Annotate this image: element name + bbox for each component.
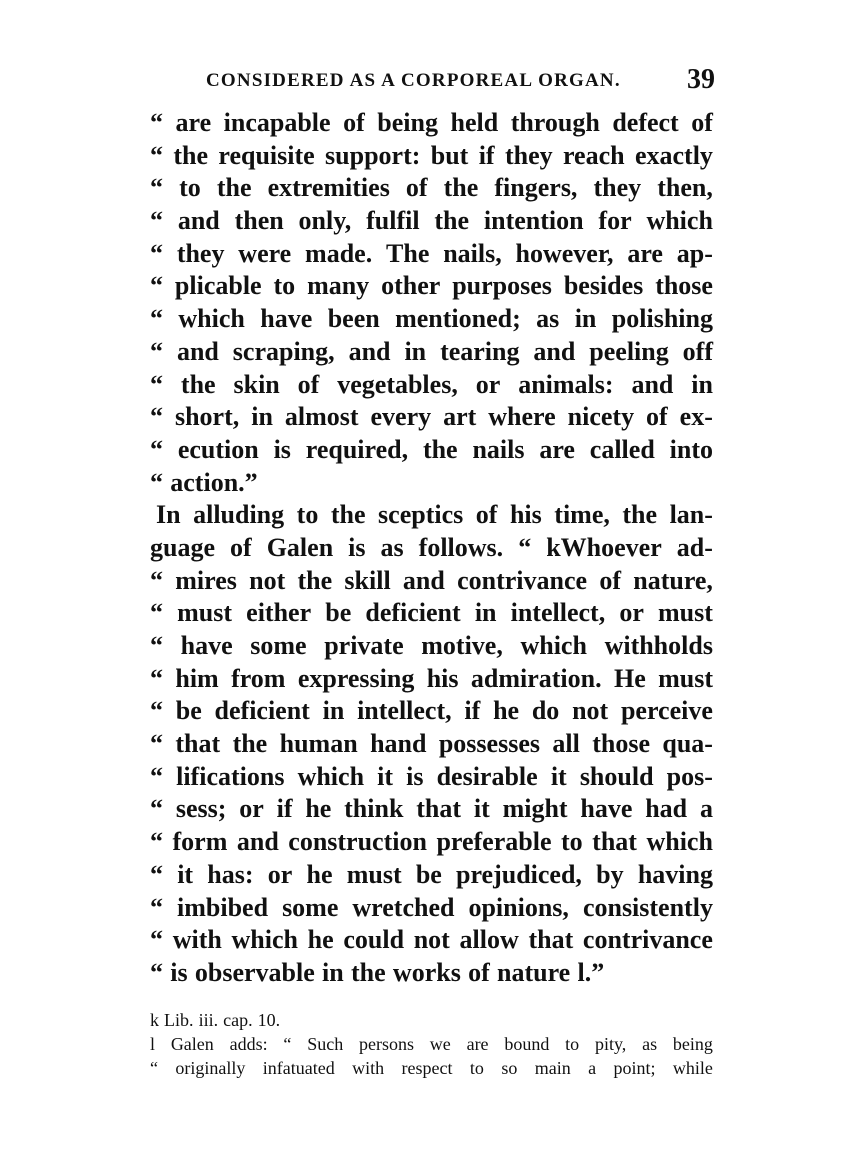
word: guage bbox=[150, 532, 215, 562]
text-line bbox=[150, 892, 713, 925]
word: in bbox=[251, 402, 273, 432]
word: plicable bbox=[174, 271, 262, 301]
word: “ bbox=[150, 206, 163, 236]
word: him bbox=[175, 663, 219, 693]
word: deficient bbox=[214, 696, 310, 726]
word: ad- bbox=[676, 532, 713, 562]
word: nature, bbox=[633, 565, 713, 595]
word: to bbox=[565, 1034, 580, 1054]
word: he bbox=[306, 859, 333, 889]
word: which bbox=[520, 631, 587, 660]
word: has: bbox=[207, 859, 254, 889]
word: reach bbox=[562, 140, 625, 170]
word: that bbox=[592, 827, 637, 857]
text-line bbox=[150, 859, 713, 892]
word: mires bbox=[175, 565, 237, 595]
word: which bbox=[646, 827, 713, 857]
word: “ bbox=[283, 1034, 292, 1054]
word: “ bbox=[150, 1058, 158, 1078]
word: could bbox=[343, 925, 405, 955]
word: “ bbox=[518, 532, 532, 562]
text-line bbox=[150, 793, 713, 826]
word: of bbox=[468, 957, 490, 987]
word: originally bbox=[175, 1058, 246, 1078]
word: must bbox=[346, 859, 402, 889]
page-number: 39 bbox=[687, 64, 715, 95]
footnote-l bbox=[150, 1032, 713, 1056]
word: as bbox=[380, 532, 404, 562]
word: observable bbox=[194, 957, 315, 987]
word: as bbox=[536, 304, 560, 334]
word: are bbox=[539, 434, 575, 464]
word: having bbox=[637, 859, 713, 889]
word: from bbox=[231, 663, 286, 693]
word: many bbox=[307, 271, 370, 301]
word: the bbox=[622, 500, 658, 530]
word: for bbox=[598, 206, 632, 236]
word: preferable bbox=[436, 827, 552, 857]
word: cap. bbox=[223, 1010, 253, 1030]
word: if bbox=[464, 696, 481, 726]
word: all bbox=[552, 729, 580, 759]
word: “ bbox=[150, 140, 163, 170]
word: alluding bbox=[193, 500, 285, 530]
word: must bbox=[658, 598, 713, 628]
word: private bbox=[324, 631, 404, 660]
word: “ bbox=[150, 271, 163, 301]
word: sceptics bbox=[378, 500, 464, 530]
word: not bbox=[249, 565, 286, 595]
word: support: bbox=[325, 140, 421, 170]
word: to bbox=[469, 1058, 484, 1078]
word: that bbox=[175, 729, 221, 759]
word: 10. bbox=[257, 1010, 281, 1030]
word: being bbox=[672, 1034, 713, 1054]
word: kWhoever bbox=[546, 532, 662, 562]
word: of bbox=[405, 173, 428, 203]
text-line bbox=[150, 369, 713, 402]
word: his bbox=[509, 500, 542, 530]
word: desirable bbox=[436, 761, 538, 791]
word: in bbox=[404, 336, 427, 366]
word: called bbox=[589, 434, 655, 464]
word: the bbox=[232, 729, 268, 759]
word: he bbox=[307, 925, 334, 955]
word: He bbox=[613, 663, 646, 693]
word: he bbox=[305, 794, 332, 824]
word: “ bbox=[150, 434, 163, 464]
word: “ bbox=[150, 598, 163, 628]
word: nature bbox=[497, 957, 571, 987]
word: of bbox=[297, 369, 320, 399]
word: allow bbox=[459, 925, 519, 955]
word: expressing bbox=[297, 663, 415, 693]
word: those bbox=[655, 271, 713, 301]
word: in bbox=[322, 696, 345, 726]
word: and bbox=[176, 336, 219, 366]
word: or bbox=[267, 859, 293, 889]
text-line bbox=[150, 434, 713, 467]
text-line bbox=[150, 630, 713, 663]
word: in bbox=[474, 598, 497, 628]
word: respect bbox=[401, 1058, 453, 1078]
word: other bbox=[381, 271, 441, 301]
word: have bbox=[180, 631, 233, 660]
word: prejudiced, bbox=[456, 859, 582, 889]
running-title: CONSIDERED AS A CORPOREAL ORGAN. bbox=[206, 70, 621, 91]
word: those bbox=[592, 729, 650, 759]
word: of bbox=[230, 532, 252, 562]
text-line bbox=[150, 303, 713, 336]
word: motive, bbox=[421, 631, 503, 660]
word: the bbox=[173, 140, 209, 170]
word: lan- bbox=[669, 500, 713, 530]
word: have bbox=[260, 304, 313, 334]
word: sess; bbox=[175, 794, 227, 824]
word: Lib. bbox=[164, 1010, 194, 1030]
word: besides bbox=[563, 271, 644, 301]
word: with bbox=[352, 1058, 385, 1078]
word: some bbox=[282, 892, 339, 922]
word: to bbox=[179, 173, 201, 203]
word: “ bbox=[150, 467, 163, 497]
word: skill bbox=[344, 565, 391, 595]
word: wretched bbox=[352, 892, 455, 922]
text-line bbox=[150, 532, 713, 565]
word: it bbox=[177, 859, 194, 889]
word: then, bbox=[657, 173, 713, 203]
word: to bbox=[273, 271, 296, 301]
word: a bbox=[699, 794, 713, 824]
word: the bbox=[180, 369, 216, 399]
word: “ bbox=[150, 108, 163, 137]
word: almost bbox=[284, 402, 359, 432]
word: The bbox=[386, 238, 430, 268]
word: and bbox=[631, 369, 674, 399]
word: vegetables, bbox=[337, 369, 458, 399]
word: it bbox=[550, 761, 567, 791]
word: we bbox=[429, 1034, 451, 1054]
word: they bbox=[504, 140, 553, 170]
word: extremities bbox=[267, 173, 390, 203]
word: iii. bbox=[198, 1010, 219, 1030]
word: works bbox=[392, 957, 461, 987]
word: Galen bbox=[170, 1034, 214, 1054]
text-line bbox=[150, 205, 713, 238]
word: contrivance bbox=[582, 925, 713, 955]
footnotes bbox=[150, 1008, 713, 1080]
word: short, bbox=[174, 402, 240, 432]
word: through bbox=[510, 108, 600, 137]
word: are bbox=[466, 1034, 489, 1054]
word: “ bbox=[150, 794, 163, 824]
text-line bbox=[150, 499, 713, 532]
word: perceive bbox=[620, 696, 713, 726]
word: l bbox=[150, 1034, 156, 1054]
word: he bbox=[493, 696, 520, 726]
word: and bbox=[236, 827, 279, 857]
footnote-l-continued bbox=[150, 1056, 713, 1080]
text-line bbox=[150, 140, 713, 173]
word: they bbox=[176, 238, 225, 268]
word: the bbox=[350, 957, 386, 987]
word: of bbox=[646, 402, 668, 432]
word: which bbox=[178, 304, 245, 334]
word: be bbox=[325, 598, 352, 628]
word: polishing bbox=[611, 304, 713, 334]
word: might bbox=[502, 794, 568, 824]
word: ap- bbox=[676, 238, 713, 268]
word: is bbox=[348, 532, 366, 562]
text-line bbox=[150, 663, 713, 696]
word: withholds bbox=[604, 631, 713, 660]
word: and bbox=[348, 336, 391, 366]
word: “ bbox=[150, 663, 163, 693]
word: animals: bbox=[518, 369, 614, 399]
word: incapable bbox=[223, 108, 331, 137]
word: and bbox=[533, 336, 576, 366]
word: however, bbox=[515, 238, 614, 268]
word: form bbox=[172, 827, 228, 857]
word: “ bbox=[150, 761, 163, 791]
word: art bbox=[443, 402, 477, 432]
text-line bbox=[150, 238, 713, 271]
word: the bbox=[422, 434, 458, 464]
word: had bbox=[645, 794, 688, 824]
word: requisite bbox=[218, 140, 315, 170]
word: “ bbox=[150, 827, 163, 857]
text-line bbox=[150, 401, 713, 434]
word: not bbox=[413, 925, 450, 955]
word: time, bbox=[554, 500, 610, 530]
word: do bbox=[531, 696, 560, 726]
word: “ bbox=[150, 304, 163, 334]
word: are bbox=[175, 108, 212, 137]
word: be bbox=[415, 859, 442, 889]
text-line bbox=[150, 270, 713, 303]
word: off bbox=[682, 336, 713, 366]
word: the bbox=[297, 565, 333, 595]
word: “ bbox=[150, 402, 163, 432]
word: with bbox=[172, 925, 222, 955]
word: of bbox=[475, 500, 498, 530]
text-line bbox=[150, 172, 713, 205]
text-line bbox=[150, 957, 713, 990]
word: which bbox=[297, 761, 365, 791]
word: are bbox=[627, 238, 663, 268]
word: think bbox=[344, 794, 404, 824]
word: “ bbox=[150, 369, 163, 399]
word: be bbox=[175, 696, 202, 726]
word: the bbox=[443, 173, 479, 203]
word: fulfil bbox=[366, 206, 420, 236]
word: held bbox=[450, 108, 499, 137]
word: being bbox=[377, 108, 438, 137]
word: is bbox=[273, 434, 291, 464]
word: adds: bbox=[229, 1034, 268, 1054]
word: follows. bbox=[418, 532, 504, 562]
word: admiration. bbox=[470, 663, 602, 693]
word: if bbox=[276, 794, 293, 824]
word: construction bbox=[288, 827, 427, 857]
word: the bbox=[434, 206, 470, 236]
word: persons bbox=[358, 1034, 414, 1054]
word: fingers, bbox=[494, 173, 578, 203]
word: pos- bbox=[666, 761, 713, 791]
word: must bbox=[177, 598, 233, 628]
word: as bbox=[642, 1034, 658, 1054]
word: is bbox=[170, 957, 188, 987]
body-text bbox=[150, 107, 713, 990]
word: and bbox=[177, 206, 220, 236]
word: human bbox=[279, 729, 358, 759]
word: “ bbox=[150, 565, 163, 595]
running-header bbox=[150, 64, 715, 100]
word: purposes bbox=[452, 271, 552, 301]
word: should bbox=[579, 761, 654, 791]
word: and bbox=[402, 565, 445, 595]
word: “ bbox=[150, 957, 163, 987]
word: made. bbox=[305, 238, 373, 268]
word: a bbox=[588, 1058, 597, 1078]
word: if bbox=[478, 140, 495, 170]
word: to bbox=[296, 500, 319, 530]
word: in bbox=[574, 304, 597, 334]
word: that bbox=[416, 794, 462, 824]
word: contrivance bbox=[457, 565, 588, 595]
word: every bbox=[370, 402, 432, 432]
word: scraping, bbox=[232, 336, 335, 366]
word: mentioned; bbox=[395, 304, 521, 334]
word: of bbox=[599, 565, 621, 595]
word: intellect, bbox=[357, 696, 452, 726]
word: “ bbox=[150, 729, 163, 759]
text-line bbox=[150, 728, 713, 761]
word: hand bbox=[370, 729, 427, 759]
word: in bbox=[322, 957, 344, 987]
word: either bbox=[246, 598, 312, 628]
word: deficient bbox=[365, 598, 461, 628]
text-line bbox=[150, 761, 713, 794]
word: only, bbox=[298, 206, 352, 236]
word: intellect, bbox=[510, 598, 606, 628]
word: qua- bbox=[662, 729, 713, 759]
word: where bbox=[488, 402, 556, 432]
word: action.” bbox=[170, 467, 258, 497]
word: Galen bbox=[266, 532, 334, 562]
text-line bbox=[150, 924, 713, 957]
word: the bbox=[330, 500, 366, 530]
word: or bbox=[619, 598, 644, 628]
word: it bbox=[377, 761, 394, 791]
word: l.” bbox=[577, 957, 605, 987]
word: “ bbox=[150, 859, 163, 889]
text-line bbox=[150, 826, 713, 859]
word: nicety bbox=[567, 402, 635, 432]
word: ecution bbox=[177, 434, 259, 464]
word: consistently bbox=[582, 892, 713, 922]
word: ex- bbox=[679, 402, 713, 432]
word: lifications bbox=[176, 761, 285, 791]
word: “ bbox=[150, 696, 163, 726]
word: Such bbox=[307, 1034, 344, 1054]
word: some bbox=[250, 631, 307, 660]
word: not bbox=[572, 696, 609, 726]
word: “ bbox=[150, 173, 163, 203]
word: nails, bbox=[443, 238, 502, 268]
word: in bbox=[691, 369, 713, 399]
word: “ bbox=[150, 336, 163, 366]
word: they bbox=[593, 173, 642, 203]
word: In bbox=[156, 500, 181, 530]
word: pity, bbox=[594, 1034, 627, 1054]
text-line bbox=[150, 336, 713, 369]
text-line bbox=[150, 695, 713, 728]
text-line bbox=[150, 107, 713, 140]
word: into bbox=[669, 434, 713, 464]
word: it bbox=[473, 794, 490, 824]
word: by bbox=[596, 859, 624, 889]
word: “ bbox=[150, 238, 163, 268]
word: so bbox=[501, 1058, 518, 1078]
word: opinions, bbox=[468, 892, 569, 922]
word: peeling bbox=[589, 336, 669, 366]
word: skin bbox=[233, 369, 280, 399]
word: but bbox=[430, 140, 469, 170]
word: defect bbox=[612, 108, 679, 137]
word: were bbox=[238, 238, 292, 268]
word: infatuated bbox=[262, 1058, 335, 1078]
word: exactly bbox=[634, 140, 713, 170]
word: to bbox=[561, 827, 583, 857]
word: “ bbox=[150, 892, 163, 922]
word: then bbox=[234, 206, 284, 236]
word: main bbox=[534, 1058, 571, 1078]
word: is bbox=[406, 761, 424, 791]
word: of bbox=[343, 108, 365, 137]
word: point; bbox=[613, 1058, 656, 1078]
word: tearing bbox=[440, 336, 520, 366]
word: of bbox=[691, 108, 713, 137]
text-line bbox=[150, 467, 713, 500]
word: must bbox=[658, 663, 713, 693]
word: his bbox=[426, 663, 459, 693]
word: possesses bbox=[438, 729, 540, 759]
word: which bbox=[646, 206, 713, 236]
word: required, bbox=[305, 434, 409, 464]
footnote-k bbox=[150, 1008, 713, 1032]
word: intention bbox=[483, 206, 584, 236]
word: been bbox=[327, 304, 380, 334]
word: that bbox=[528, 925, 574, 955]
word: the bbox=[216, 173, 252, 203]
word: which bbox=[231, 925, 298, 955]
word: imbibed bbox=[177, 892, 269, 922]
text-line bbox=[150, 565, 713, 598]
text-line bbox=[150, 597, 713, 630]
word: while bbox=[672, 1058, 713, 1078]
word: bound bbox=[504, 1034, 550, 1054]
word: have bbox=[580, 794, 633, 824]
word: or bbox=[475, 369, 501, 399]
word: “ bbox=[150, 631, 163, 660]
word: nails bbox=[472, 434, 525, 464]
word: k bbox=[150, 1010, 159, 1030]
word: “ bbox=[150, 925, 163, 955]
word: or bbox=[239, 794, 264, 824]
